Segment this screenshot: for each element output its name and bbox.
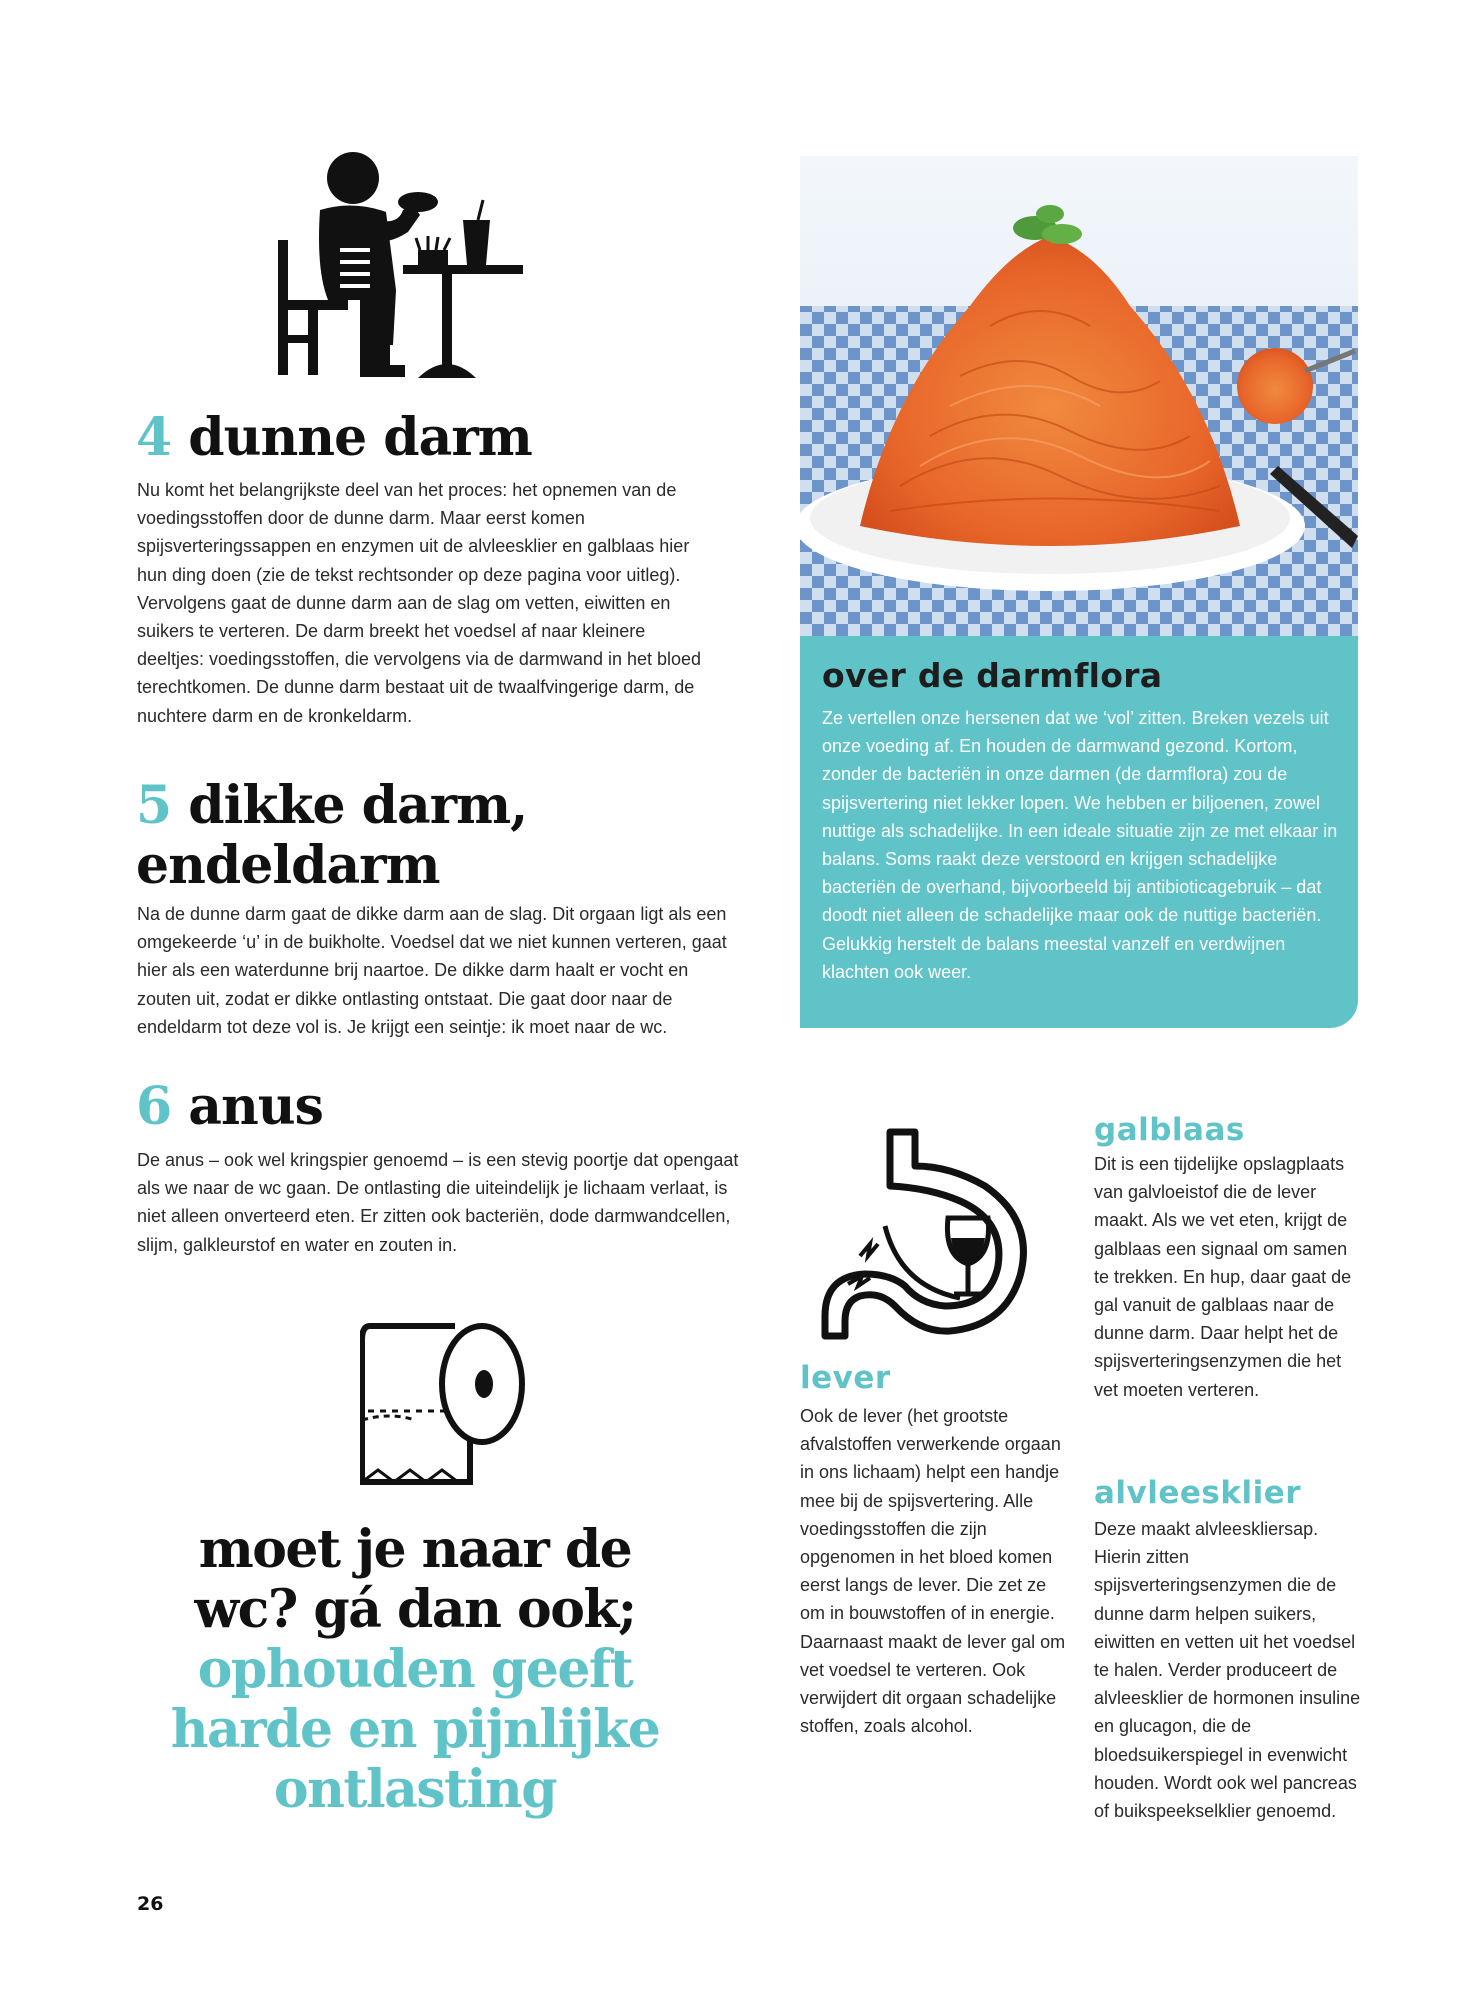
section-6-heading <box>136 1078 323 1136</box>
galblaas-text: Dit is een tijdelijke opslagplaats van galvloeistof die de lever maakt. Als we vet eten, krijgt de galblaas een signaal om samen te trekken. En hup, daar gaat de gal vanuit de galblaas naar de dunne darm. Daar helpt het de spijsverteringsenzymen die het vet moeten verteren. <box>1094 1154 1352 1400</box>
quote-line-3: ophouden geeft <box>197 1639 633 1700</box>
quote-line-4: harde en pijnlijke <box>170 1699 660 1760</box>
darmflora-text: Ze vertellen onze hersenen dat we ‘vol’ zitten. Breken vezels uit onze voeding af. En houden de darmwand gezond. Kortom, zonder de bacteriën in onze darmen (de darmflora) zou de spijsvertering niet lekker lopen. We hebben er biljoenen, zowel nuttige als schadelijke. In een ideale situatie zijn ze met elkaar in balans. Soms raakt deze verstoord en krijgen schadelijke bacteriën de overhand, bijvoorbeeld bij antibioticagebruik – dat doodt niet alleen de schadelijke maar ook de nuttige bacteriën. Gelukkig herstelt de balans meestal vanzelf en verdwijnen klachten ook weer. <box>822 708 1338 982</box>
quote-line-5: ontlasting <box>273 1759 557 1820</box>
section-5-title-line2: endeldarm <box>136 835 440 896</box>
section-4-text: Nu komt het belangrijkste deel van het proces: het opnemen van de voedingsstoffen door de dunne darm. Maar eerst komen spijsverteringssappen en enzymen uit de alvleesklier en galblaas hier hun ding doen (zie de tekst rechtsonder op deze pagina voor uitleg). Vervolgens gaat de dunne darm aan de slag om vetten, eiwitten en suikers te verteren. De darm breekt het voedsel af naar kleinere deeltjes: voedingsstoffen, die vervolgens via de darmwand in het bloed terechtkomen. De dunne darm bestaat uit de twaalfvingerige darm, de nuchtere darm en de kronkeldarm. <box>137 480 702 726</box>
quote-line-2: wc? gá dan ook; <box>194 1579 636 1640</box>
toilet-paper-icon <box>360 1320 530 1490</box>
pull-quote <box>115 1520 715 1820</box>
stomach-wine-icon <box>820 1126 1040 1346</box>
section-4-heading <box>136 407 532 468</box>
darmflora-title: over de darmflora <box>822 656 1163 695</box>
section-5-text: Na de dunne darm gaat de dikke darm aan de slag. Dit orgaan ligt als een omgekeerde ‘u’ in de buikholte. Voedsel dat we niet kunnen verteren, gaat hier als een waterdunne brij naartoe. De dikke darm haalt er vocht en zouten uit, zodat er dikke ontlasting ontstaat. Die gaat door naar de endeldarm tot deze vol is. Je krijgt een seintje: ik moet naar de wc. <box>137 904 727 1037</box>
section-5-number: 5 <box>136 775 172 836</box>
lever-text: Ook de lever (het grootste afvalstoffen verwerkende orgaan in ons lichaam) helpt een handje mee bij de spijsvertering. Alle voedingsstoffen die zijn opgenomen in het bloed komen eerst langs de lever. Die zet ze om in bouwstoffen of in energie. Daarnaast maakt de lever gal om vet voedsel te verteren. Ook verwijdert dit orgaan schadelijke stoffen, zoals alcohol. <box>800 1406 1066 1737</box>
page-number: 26 <box>137 1893 164 1915</box>
person-eating-icon <box>268 150 528 390</box>
alvleesklier-text: Deze maakt alvleeskliersap. Hierin zitten spijsverteringsenzymen die de dunne darm helpen suikers, eiwitten en vetten uit het voedsel te halen. Verder produceert de alvleesklier de hormonen insuline en glucagon, die de bloedsuikerspiegel in evenwicht houden. Wordt ook wel pancreas of buikspeekselklier genoemd. <box>1094 1519 1361 1822</box>
spaghetti-photo <box>800 156 1358 636</box>
section-4-number: 4 <box>136 407 172 468</box>
section-6-text: De anus – ook wel kringspier genoemd – is een stevig poortje dat opengaat als we naar de wc gaan. De ontlasting die uiteindelijk je lichaam verlaat, is niet alleen onverteerd eten. Er zitten ook bacteriën, dode darmwandcellen, slijm, galkleurstof en water en zouten in. <box>137 1150 739 1255</box>
alvleesklier-title: alvleesklier <box>1094 1475 1302 1511</box>
quote-line-1: moet je naar de <box>198 1519 632 1580</box>
section-6-title: anus <box>188 1076 323 1137</box>
section-5-heading <box>136 776 527 896</box>
lever-title: lever <box>800 1360 891 1396</box>
darmflora-box <box>800 636 1358 1028</box>
galblaas-title: galblaas <box>1094 1112 1245 1148</box>
section-4-title: dunne darm <box>188 407 532 468</box>
section-6-number: 6 <box>136 1076 172 1137</box>
section-5-title-line1: dikke darm, <box>188 775 528 836</box>
